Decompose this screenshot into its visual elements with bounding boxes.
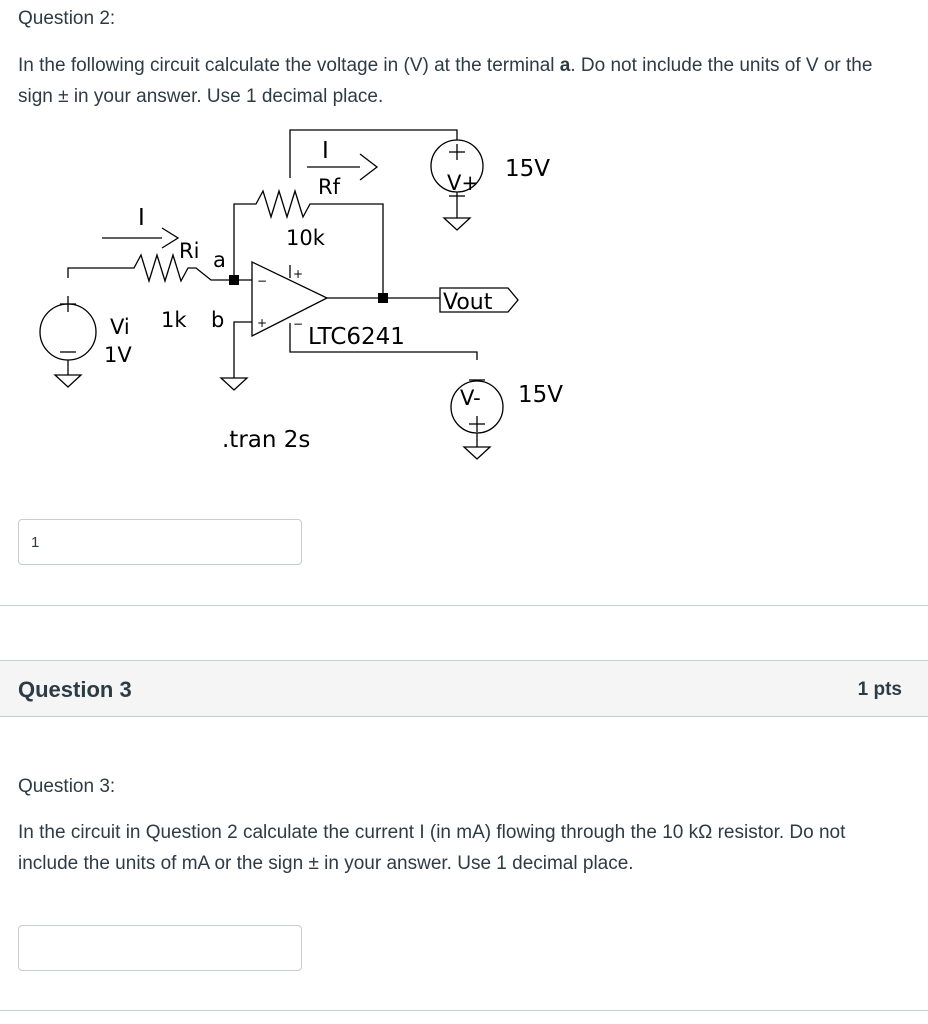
rf-value: 10k [286,226,325,250]
opamp-label: LTC6241 [308,324,405,350]
vplus-label: V+ [447,171,479,195]
question-3-answer-input[interactable] [18,925,302,971]
rf-label: Rf [318,175,340,199]
opamp-vplus-sign: + [293,267,304,281]
question-2-bold-terminal: a [559,55,571,76]
question-2-answer-input[interactable] [18,519,302,565]
vplus-value: 15V [505,156,551,182]
node-b-label: b [211,308,225,332]
question-2-text [18,50,898,112]
vminus-value: 15V [518,382,564,408]
question-3-header [0,660,928,717]
sim-directive: .tran 2s [222,427,311,453]
question-3-points: 1 pts [857,679,902,700]
vminus-label: V- [460,386,481,410]
opamp-vminus-sign: − [293,317,304,331]
bottom-divider [0,1010,928,1011]
question-2-label: Question 2: [18,8,116,29]
ri-value: 1k [161,308,187,332]
question-3-text: In the circuit in Question 2 calculate the current I (in mA) flowing through the 10 kΩ resistor. Do not include the units of mA or the sign ± in your answer. Use 1 decimal place. [18,822,846,874]
question-3-label: Question 3: [18,776,116,797]
ri-label: Ri [179,239,200,263]
opamp-inverting-sign: − [257,274,268,288]
question-2-text-end: . Do not include the units of V or the sign ± in your answer. Use 1 decimal place. [18,55,873,107]
circuit-diagram [0,120,928,460]
vi-label: Vi [110,315,130,339]
opamp-noninverting-sign: + [257,316,268,330]
current-label-left: I [138,205,145,231]
question-2-text-start: In the following circuit calculate the voltage in (V) at the terminal [18,55,560,76]
question-divider [0,605,928,606]
vi-value: 1V [104,343,132,367]
vout-label: Vout [443,290,493,315]
node-a-label: a [213,248,226,272]
current-label-top: I [322,138,329,164]
question-3-title: Question 3 [18,677,132,702]
